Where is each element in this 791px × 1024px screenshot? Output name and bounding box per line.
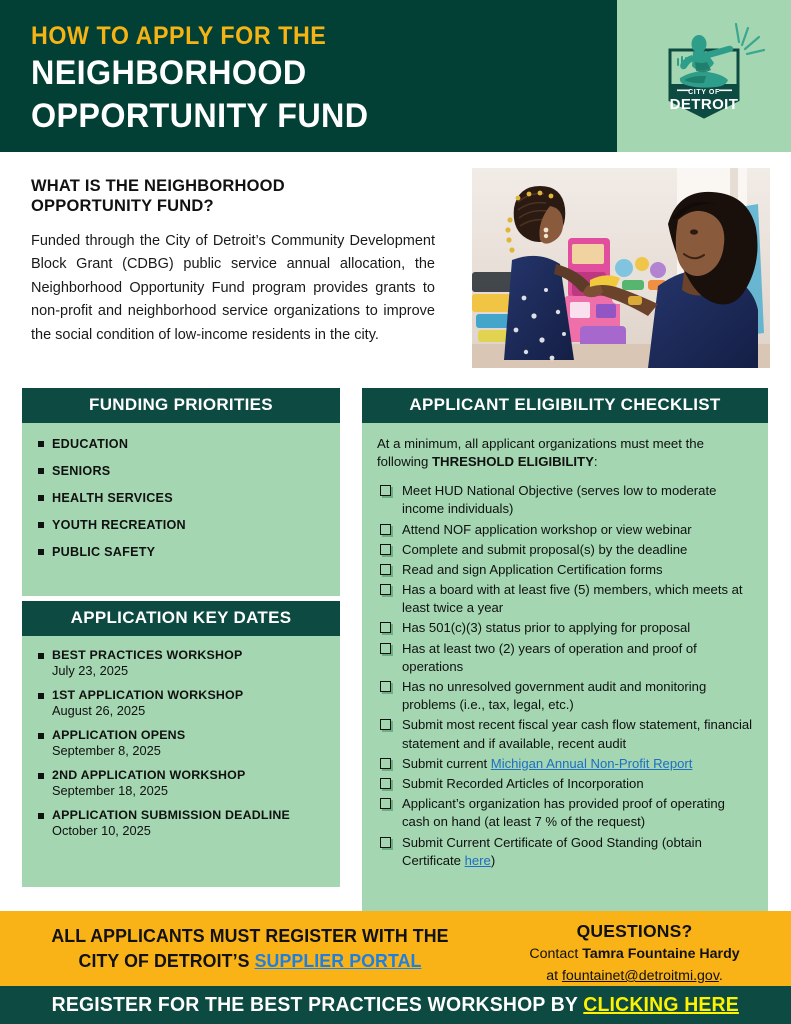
register-line2-prefix: CITY OF DETROIT’S — [78, 949, 255, 971]
checklist-item-text: Submit current — [402, 755, 491, 771]
intro-body-text: Funded through the City of Detroit’s Community Development Block Grant (CDBG) public service annual allocation, the Neighborhood Opportunity Fund program provides grants to non-profit and neighborhood service organizations to improve the social condition of low-income residents in the city. — [31, 233, 435, 343]
list-item: SENIORS — [22, 464, 340, 478]
checklist-item-text: Has no unresolved government audit and monitoring problems (i.e., tax, legal, etc.) — [402, 679, 707, 713]
checklist-item[interactable] — [374, 834, 754, 870]
list-item: EDUCATION — [22, 437, 340, 451]
checklist-item[interactable] — [374, 640, 754, 676]
footer-register-banner — [0, 911, 791, 986]
email-prefix: at — [546, 968, 562, 985]
certificate-here-link[interactable]: here — [464, 852, 491, 868]
checklist-item[interactable] — [374, 755, 754, 773]
questions-block — [492, 921, 777, 986]
intro-heading-line2: OPPORTUNITY FUND? — [31, 197, 214, 216]
application-key-dates-heading: APPLICATION KEY DATES — [22, 601, 340, 636]
eligibility-checklist-panel — [362, 388, 768, 923]
list-item: YOUTH RECREATION — [22, 518, 340, 532]
checklist-item-text: Applicant’s organization has provided proof of operating cash on hand (at least 7 % of the request) — [402, 796, 725, 830]
date-value: July 23, 2025 — [52, 662, 129, 678]
list-item — [22, 728, 340, 758]
clicking-here-link[interactable]: CLICKING HERE — [583, 993, 740, 1016]
checkbox-icon[interactable] — [380, 758, 391, 769]
checklist-item-text: Attend NOF application workshop or view webinar — [402, 521, 692, 537]
header-kicker: HOW TO APPLY FOR THE — [31, 22, 327, 50]
checkbox-icon[interactable] — [380, 584, 391, 595]
list-item — [22, 808, 340, 838]
checklist-item[interactable] — [374, 521, 754, 539]
checkbox-icon[interactable] — [380, 564, 391, 575]
eligibility-checklist-heading: APPLICANT ELIGIBILITY CHECKLIST — [362, 388, 768, 423]
date-label: 1ST APPLICATION WORKSHOP — [52, 687, 244, 702]
list-item — [22, 688, 340, 718]
checklist-item[interactable] — [374, 678, 754, 714]
checklist-item[interactable] — [374, 581, 754, 617]
checklist-item[interactable] — [374, 775, 754, 793]
footer-cta-banner[interactable] — [0, 986, 791, 1024]
register-line1: ALL APPLICANTS MUST REGISTER WITH THE — [51, 925, 449, 946]
questions-title: QUESTIONS? — [576, 921, 693, 941]
checklist-item[interactable] — [374, 561, 754, 579]
checkbox-icon[interactable] — [380, 778, 391, 789]
date-label: APPLICATION SUBMISSION DEADLINE — [52, 807, 290, 822]
checkbox-icon[interactable] — [380, 798, 391, 809]
header-title-line1: NEIGHBORHOOD — [31, 54, 307, 92]
checklist-item-text: Submit Current Certificate of Good Standing (obtain Certificate — [402, 834, 702, 868]
date-value: September 8, 2025 — [52, 742, 161, 758]
date-value: August 26, 2025 — [52, 702, 146, 718]
list-item — [22, 768, 340, 798]
date-value: October 10, 2025 — [52, 822, 151, 838]
program-photo — [472, 168, 770, 368]
funding-priorities-panel — [22, 388, 340, 596]
contact-line — [492, 945, 777, 964]
michigan-annual-nonprofit-report-link[interactable]: Michigan Annual Non-Profit Report — [490, 755, 693, 771]
checklist-item-text: Meet HUD National Objective (serves low to moderate income individuals) — [402, 483, 717, 517]
intro-heading — [31, 176, 361, 216]
checklist-item-text: Read and sign Application Certification forms — [402, 561, 663, 577]
contact-prefix: Contact — [529, 946, 583, 962]
checkbox-icon[interactable] — [380, 681, 391, 692]
list-item — [22, 648, 340, 678]
checklist-item[interactable] — [374, 716, 754, 752]
checklist-item-text-after: ) — [490, 852, 496, 868]
svg-text:CITY OF: CITY OF — [688, 89, 720, 96]
checklist-item-text: Submit Recorded Articles of Incorporation — [402, 775, 644, 791]
checklist-item[interactable] — [374, 795, 754, 831]
threshold-eligibility-emphasis: THRESHOLD ELIGIBILITY — [431, 454, 594, 470]
funding-priorities-body — [22, 423, 340, 596]
checklist-item[interactable] — [374, 541, 754, 559]
checkbox-icon[interactable] — [380, 837, 391, 848]
contact-email-link[interactable]: fountainet@detroitmi.gov — [561, 968, 719, 985]
email-line — [492, 967, 777, 986]
city-of-detroit-logo-icon — [640, 18, 768, 138]
checkbox-icon[interactable] — [380, 643, 391, 654]
date-label: BEST PRACTICES WORKSHOP — [52, 647, 243, 662]
intro-heading-line1: WHAT IS THE NEIGHBORHOOD — [31, 177, 285, 195]
funding-priorities-heading: FUNDING PRIORITIES — [22, 388, 340, 423]
contact-name: Tamra Fountaine Hardy — [582, 946, 740, 962]
funding-priorities-list — [22, 437, 340, 559]
eligibility-checklist-body — [362, 423, 768, 923]
checkbox-icon[interactable] — [380, 544, 391, 555]
checkbox-icon[interactable] — [380, 719, 391, 730]
cta-prefix: REGISTER FOR THE BEST PRACTICES WORKSHOP BY — [51, 993, 584, 1016]
checklist-item[interactable] — [374, 619, 754, 637]
date-label: APPLICATION OPENS — [52, 727, 186, 742]
date-label: 2ND APPLICATION WORKSHOP — [52, 767, 246, 782]
supplier-portal-link[interactable]: SUPPLIER PORTAL — [254, 949, 422, 971]
supplier-portal-callout — [29, 924, 471, 974]
svg-text:DETROIT: DETROIT — [669, 96, 739, 113]
intro-suffix: : — [593, 454, 598, 470]
checklist-item-text: Complete and submit proposal(s) by the deadline — [402, 541, 688, 557]
date-value: September 18, 2025 — [52, 782, 168, 798]
checkbox-icon[interactable] — [380, 622, 391, 633]
checklist-item-text: Has at least two (2) years of operation and proof of operations — [402, 640, 697, 674]
list-item: HEALTH SERVICES — [22, 491, 340, 505]
checklist-item-text: Has a board with at least five (5) members, which meets at least twice a year — [402, 582, 743, 616]
eligibility-checklist-list — [374, 482, 754, 870]
application-key-dates-panel — [22, 601, 340, 887]
checklist-item-text: Submit most recent fiscal year cash flow statement, financial statement and if available, recent audit — [402, 717, 753, 751]
cta-text — [52, 994, 739, 1017]
checklist-item-text: Has 501(c)(3) status prior to applying for proposal — [402, 620, 691, 636]
list-item: PUBLIC SAFETY — [22, 545, 340, 559]
application-key-dates-body — [22, 636, 340, 887]
eligibility-checklist-intro — [377, 435, 754, 472]
checklist-item[interactable] — [374, 482, 754, 518]
header-title-line2: OPPORTUNITY FUND — [31, 97, 369, 135]
checkbox-icon[interactable] — [380, 485, 391, 496]
checkbox-icon[interactable] — [380, 524, 391, 535]
intro-prefix: At a minimum, all applicant organizations must meet the following — [377, 435, 704, 470]
page-header — [0, 0, 791, 152]
email-suffix: . — [718, 968, 723, 985]
